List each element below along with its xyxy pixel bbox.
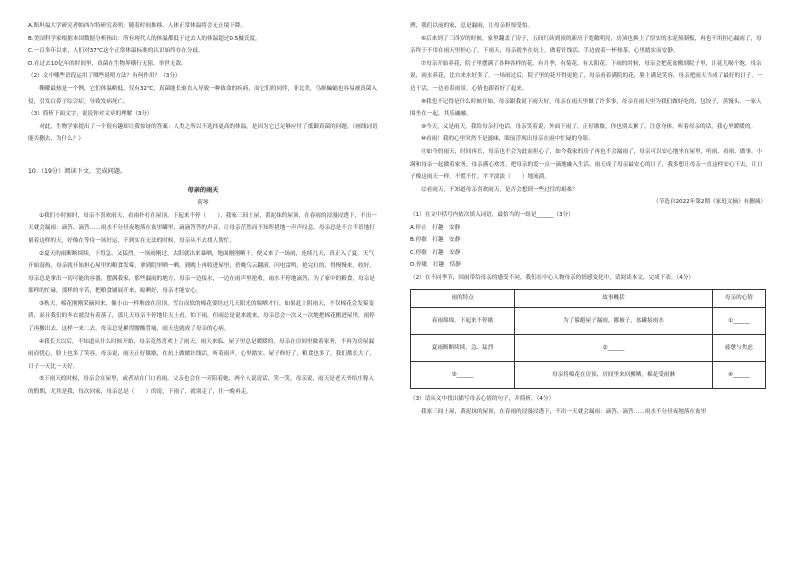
left-column	[28, 20, 378, 399]
table-row	[411, 362, 766, 389]
table-header: 故事概括	[515, 290, 713, 308]
table-cell-blank[interactable]: ①______	[712, 308, 765, 335]
table-header-row	[411, 290, 766, 308]
question-3-body: 我家三间土屋，黄泥抹的屋顶，在春雨的浸漫浸透下，不出一天就会漏雨：滴答、滴答……雨水不分昼夜地落在盆里	[421, 409, 707, 416]
table-row	[411, 308, 766, 335]
paragraph-9: ⑨今天，又是雨天，我给母亲打电话，母亲笑着说，外面下雨了，正好歇歇，你也别太累了，注意身体。听着母亲的话，我心里暖暖的。	[421, 123, 757, 130]
choice-a: A.停止 打趣 安静	[410, 224, 461, 231]
option-line: C.一百多年以来，人们对37℃这个正常体温标准的认识始终存在分歧。	[28, 48, 204, 55]
table-header: 雨的特点	[411, 290, 515, 308]
table-row	[411, 335, 766, 362]
choice-b: B.停歇 打趣 安静	[410, 237, 461, 244]
choice-c: C.停歇 打趣 安静	[410, 249, 461, 256]
table-header: 母亲的心情	[712, 290, 765, 308]
paragraph-11: ⑪如今的雨天，时间再长，母亲也不会为此而担心了，如今我家的房子再也不会漏雨了，母亲可以安心地坐在屋里，听雨、看雨、做事，小满和母亲一起做着家务，母亲满心欢喜，把母亲的爱一点一滴地融入生活，雨天成了母亲最安心的日子，我多想让母亲一直这样安心下去，让日子像这雨天一样，不慌不忙，平平淡淡（ ）地流淌。	[410, 148, 763, 181]
table-cell: 母亲将棉花在房顶、房间里来回搬晒，棉花受雨淋	[515, 362, 713, 389]
question-2-body: 鞠曜最热是一个例，它们体温略低，仅有32℃，真菌能长驱直入导致一种致命的疾病，而它们的同伴，非北美，乌帜蝙蝠也容易被真菌入侵，引发白鼻子综合症，导致发病死亡。	[28, 85, 378, 105]
paragraph-10: ⑩看雨！我的心里突然不是滋味，眼前浮现出母亲在雨中忙碌的身影。	[421, 136, 594, 143]
paragraph-2: ②夏天的雨断断续续，下得急，又猛烈，一场雨刚过，太阳就出来暴晒，地面刚刚晒干，便又来了一场雨，连续几天，真正入了夏。天气开始湿热，母亲就开始担心屋里的粮食发霉，拿到院里晒一晒，到晚上再收进屋里，傍晚乌云翻滚，闪电雷鸣，抢完打的，得慢慢来，收好，母亲总是拿出一切可能的容器，摆满我家，那些漏雨的地方，母亲一边接水，一边在雨声里抢收，雨水不停地滴答，为了家中的粮食，母亲是那样的忙碌，那样的辛苦，把粮食铺展开来，晾晒好，母亲才能安心。	[28, 250, 375, 295]
source-note: （节选自2022年第2期《家庭文摘》有删减）	[653, 199, 766, 206]
paragraph-1: ①我们小时候时，母亲不喜欢雨天，看雨扑打在屋顶，下起来不停（ ），我家三间土屋，黄泥抹的屋顶，在春雨的浸漫浸透下，不出一天就会漏雨：滴答、滴答……雨水不分昼夜地落在盆里罐里，滴滴答答的声音，让母亲茫然而不知所措地一声声叹息。母亲总是不言不语地打量着这样的天，好像在等待一场好运，不到实在无法的时候，母亲从不去找人帮忙。	[28, 212, 377, 244]
paragraph-6: ⑥后来到了三四岁的时候，家里翻盖了房子，五间红砖到顶的新房子宽敞明亮，房顶也换上了厚实的水泥预制板，再也不用担心漏雨了，母亲终于不用在雨天里担心了。下雨天，母亲就坐在炕上，做着针线活，手边放着一杯热茶，心里踏实而安静。	[410, 35, 762, 55]
essay-author: 荷琴	[197, 200, 209, 207]
paragraph-8: ⑧我也不记得是什么时候开始，母亲跟我说下雨天好，母亲在雨天里做了许多事，母亲在雨天里为我们做好吃的，包饺子，蒸馒头，一家人围坐在一起，其乐融融。	[410, 98, 762, 118]
table-cell: 为了躲避屋子漏雨，挪被子，盆罐接雨水	[515, 308, 713, 335]
question-1: （1）在文中括号内依次填入词语，最恰当的一组是______（3分）	[410, 211, 574, 218]
right-column	[410, 20, 766, 419]
table-cell: 夏雨断断续续，急、猛烈	[411, 335, 515, 362]
option-line: D.在过去10亿年的时间里，真菌在生物界横行无阻，举世无敌。	[28, 60, 187, 67]
table-cell-blank[interactable]: ③______	[411, 362, 515, 389]
question-3: （3）请从文中找出描写母亲心情的句子，并简析。（4分）	[410, 396, 555, 403]
option-line: A.斯坦福大学研究者帕西尔特研究表明：随着时间推移，人体正常体温将会无止境下降。	[28, 23, 247, 29]
table-cell-blank[interactable]: ②______	[515, 335, 713, 362]
section-title: 10.（19分）阅读下文，完成问题。	[28, 167, 127, 175]
question-2: （2）在不同季节，因雨带给母亲的感受不同，我们在中心人物母亲的情感变化中，请阅读本文，完成下表。（4分）	[410, 274, 695, 281]
question-2: （2）文中哪些语段运用了哪些说明方法？有何作用？（3分）	[28, 73, 181, 80]
paragraph-5-continued: 例，我们以前的家，总是漏雨，让母亲担惊受怕。	[410, 23, 534, 29]
question-3: （3）简析下面文字，说说你对文章的理解（3分）	[28, 111, 153, 118]
paragraph-4: ④我长大以后，不知道从什么时候开始，母亲竟然喜欢上了雨天，雨天来临，屋子里总是暖暖的。母亲在房间里做着家务，不再为房屋漏雨而忧心，脸上也多了笑容，母亲说，雨天正好歇歇，在炕上做做针线活，听着雨声，心里踏实。屋子修好了，粮食也多了，我们都长大了，日子一天比一天好。	[28, 338, 375, 370]
paragraph-7: ⑦母亲开始养花，院子里摆满了各种各样的花，有月季、有菊花、有太阳花。下雨的时候，母亲会把花盆搬到院子里，让花儿喝个饱，母亲说，雨水养花，比自来水好多了。一场雨过后，院子里的花开得更艳了，母亲看着满院的花，脸上满是笑容。母亲把雨天当成了最好的日子，一边干活，一边看着雨景，心情也跟着好了起来。	[410, 60, 763, 92]
paragraph-3: ③秋天，棉花刚刚采摘回来，像小山一样堆放在房顶，雪白而软的棉花要经过几天阳光的晾晒才行，如果赶上阴雨天，不仅棉花会发霉变质，而且我们的冬衣就没有着落了，那几天母亲不停地往天上看，怕下雨，但雨总是说来就来，母亲总会一次又一次地把棉花搬进屋里，雨停了再搬出去，这样一来二去，母亲总是累得腰酸背痛，雨天也就成了母亲的心病。	[28, 300, 375, 333]
table-cell-blank[interactable]: ④______	[712, 362, 765, 389]
essay-title: 母亲的雨天	[187, 186, 219, 194]
table-cell: 春雨绵绵，下起来不停歇	[411, 308, 515, 335]
paragraph-12: ⑫看雨天，不知道母亲喜欢雨天，是否会想到一些过往的艰难？	[421, 186, 578, 193]
table-cell: 疲惫与焦虑	[712, 335, 765, 362]
choice-d: D.停歇 打趣 恬静	[410, 262, 461, 269]
option-line: B.美国科学家根据本国数据分析指出：所有现代人的体温都低于过去人的体温超过0.5摄氏度。	[28, 35, 261, 42]
question-3-body: 对此，生物学家提出了一个很有趣却让我惊讶的答案：人类之所以不选择更高的体温，是因为它已足够应付了抵御真菌的问题。（画线词语能否删去，为什么？）	[28, 123, 378, 143]
answer-table	[410, 289, 766, 389]
paragraph-5: ⑤下雨天的时候，母亲会在屋里，或者站在门口看雨。父亲也会在一旁陪着她，两个人说说话，笑一笑，母亲说，雨天是老天爷给庄稼人的假期，尤其是我，每次回家，母亲总是（ ）的说，下雨了，就别走了，住一晚再走。	[28, 376, 375, 396]
